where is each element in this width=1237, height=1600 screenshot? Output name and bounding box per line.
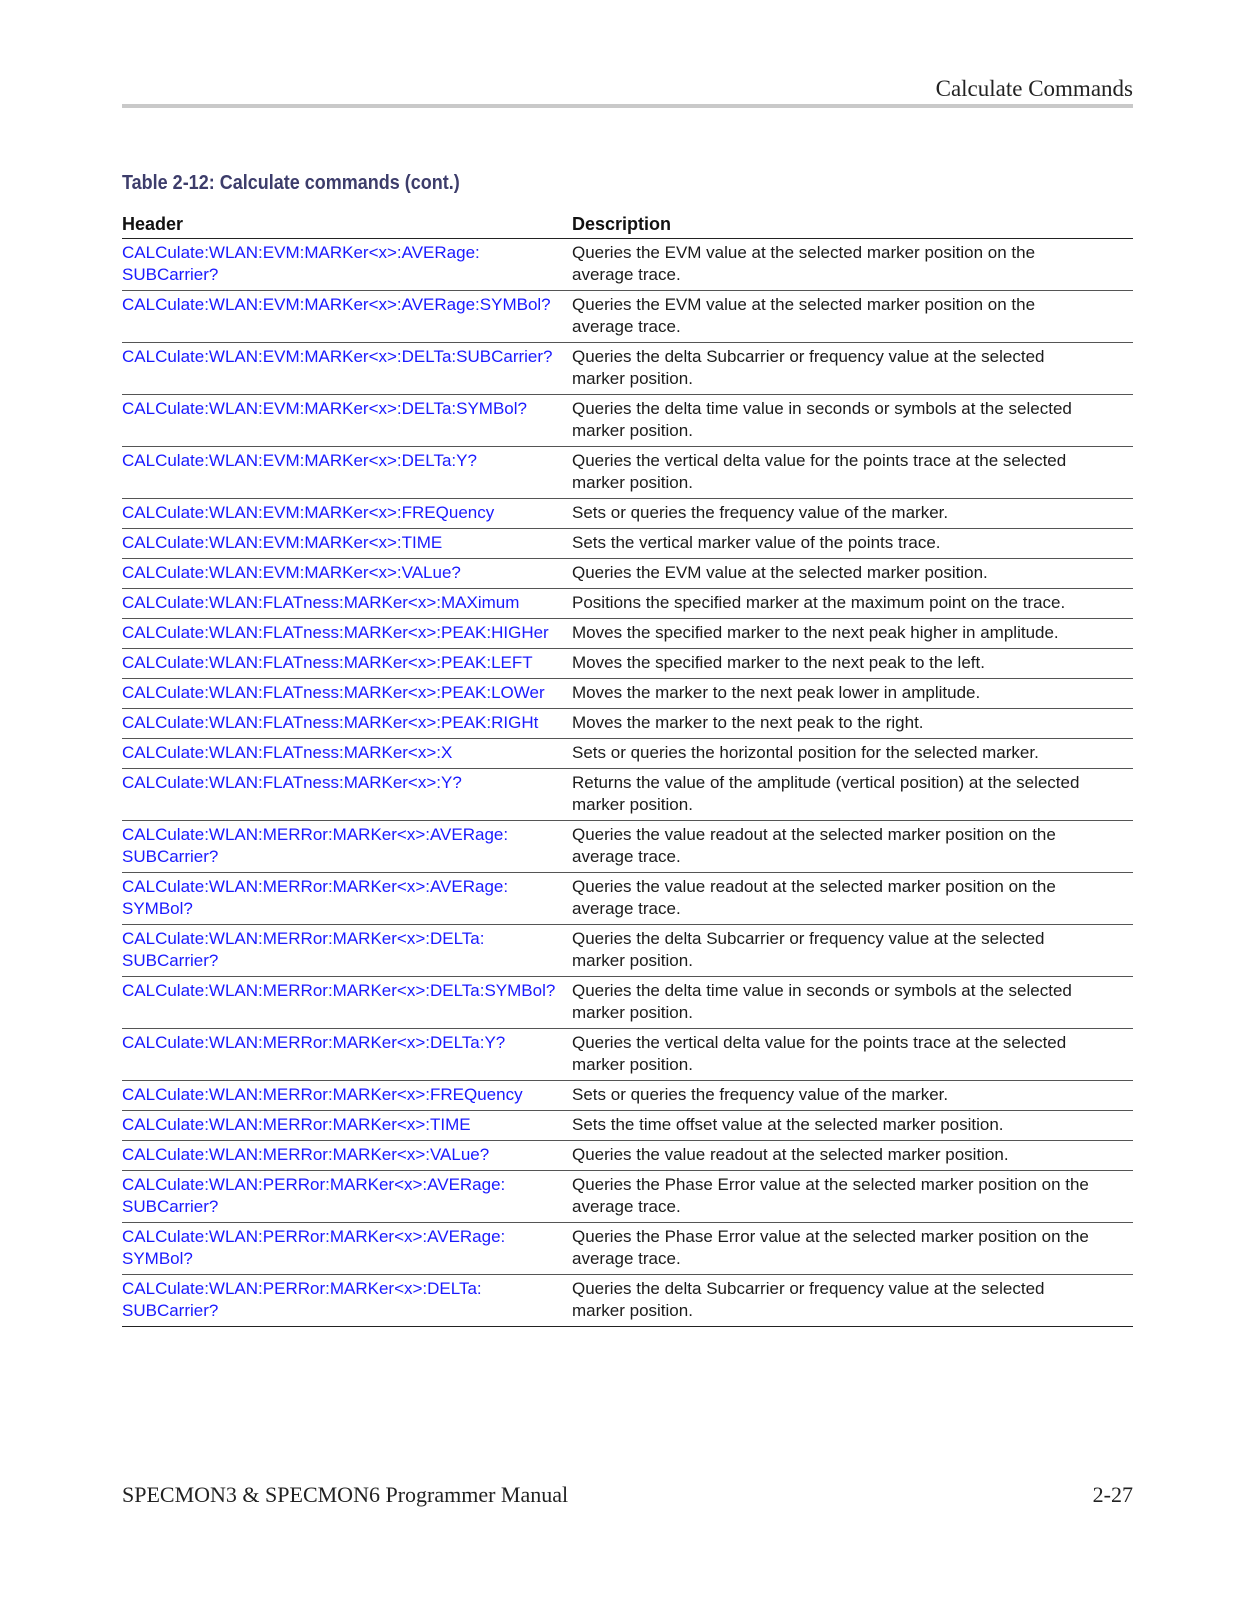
- table-row: [122, 709, 1133, 739]
- command-link[interactable]: CALCulate:WLAN:FLATness:MARKer<x>:MAXimum: [122, 593, 520, 612]
- description-cell: Queries the value readout at the selected marker position.: [572, 1141, 1133, 1171]
- command-cell: [122, 649, 572, 679]
- description-cell: Sets the vertical marker value of the points trace.: [572, 529, 1133, 559]
- column-header-description: Description: [572, 210, 1133, 239]
- command-cell: [122, 679, 572, 709]
- description-cell: Sets or queries the horizontal position for the selected marker.: [572, 739, 1133, 769]
- command-link[interactable]: CALCulate:WLAN:PERRor:MARKer<x>:DELTa: SUBCarrier?: [122, 1279, 482, 1320]
- command-cell: [122, 619, 572, 649]
- command-cell: [122, 529, 572, 559]
- command-cell: [122, 739, 572, 769]
- table-row: [122, 821, 1133, 873]
- commands-table: [122, 210, 1133, 1327]
- command-link[interactable]: CALCulate:WLAN:EVM:MARKer<x>:DELTa:SYMBol?: [122, 399, 527, 418]
- command-link[interactable]: CALCulate:WLAN:MERRor:MARKer<x>:AVERage: SUBCarrier?: [122, 825, 509, 866]
- table-header-row: [122, 210, 1133, 239]
- command-cell: [122, 447, 572, 499]
- description-cell: Queries the value readout at the selected marker position on the average trace.: [572, 821, 1133, 873]
- command-link[interactable]: CALCulate:WLAN:MERRor:MARKer<x>:DELTa:SYMBol?: [122, 981, 556, 1000]
- table-row: [122, 395, 1133, 447]
- command-cell: [122, 1029, 572, 1081]
- command-link[interactable]: CALCulate:WLAN:FLATness:MARKer<x>:PEAK:RIGHt: [122, 713, 539, 732]
- command-link[interactable]: CALCulate:WLAN:MERRor:MARKer<x>:AVERage: SYMBol?: [122, 877, 509, 918]
- table-row: [122, 499, 1133, 529]
- table-row: [122, 589, 1133, 619]
- description-cell: Moves the specified marker to the next peak to the left.: [572, 649, 1133, 679]
- table-row: [122, 1223, 1133, 1275]
- description-cell: Queries the EVM value at the selected marker position on the average trace.: [572, 239, 1133, 291]
- command-cell: [122, 499, 572, 529]
- command-link[interactable]: CALCulate:WLAN:MERRor:MARKer<x>:FREQuency: [122, 1085, 523, 1104]
- description-cell: Queries the delta Subcarrier or frequency value at the selected marker position.: [572, 925, 1133, 977]
- command-cell: [122, 1171, 572, 1223]
- table-row: [122, 739, 1133, 769]
- table-row: [122, 977, 1133, 1029]
- table-row: [122, 873, 1133, 925]
- command-cell: [122, 1223, 572, 1275]
- command-link[interactable]: CALCulate:WLAN:EVM:MARKer<x>:AVERage:SYMBol?: [122, 295, 551, 314]
- table-row: [122, 619, 1133, 649]
- description-cell: Queries the vertical delta value for the points trace at the selected marker position.: [572, 447, 1133, 499]
- command-link[interactable]: CALCulate:WLAN:PERRor:MARKer<x>:AVERage: SUBCarrier?: [122, 1175, 506, 1216]
- command-cell: [122, 395, 572, 447]
- command-cell: [122, 821, 572, 873]
- description-cell: Queries the vertical delta value for the points trace at the selected marker position.: [572, 1029, 1133, 1081]
- description-cell: Queries the Phase Error value at the selected marker position on the average trace.: [572, 1171, 1133, 1223]
- table-row: [122, 1171, 1133, 1223]
- description-cell: Queries the EVM value at the selected marker position on the average trace.: [572, 291, 1133, 343]
- table-title: Table 2-12: Calculate commands (cont.): [122, 172, 460, 194]
- command-link[interactable]: CALCulate:WLAN:FLATness:MARKer<x>:PEAK:HIGHer: [122, 623, 549, 642]
- description-cell: Queries the value readout at the selected marker position on the average trace.: [572, 873, 1133, 925]
- command-link[interactable]: CALCulate:WLAN:FLATness:MARKer<x>:PEAK:LOWer: [122, 683, 545, 702]
- description-cell: Queries the delta time value in seconds or symbols at the selected marker position.: [572, 395, 1133, 447]
- command-link[interactable]: CALCulate:WLAN:EVM:MARKer<x>:VALue?: [122, 563, 461, 582]
- description-cell: Returns the value of the amplitude (vertical position) at the selected marker position.: [572, 769, 1133, 821]
- table-row: [122, 1081, 1133, 1111]
- commands-table-container: [122, 210, 1133, 1327]
- description-cell: Queries the delta time value in seconds or symbols at the selected marker position.: [572, 977, 1133, 1029]
- command-cell: [122, 873, 572, 925]
- description-cell: Sets or queries the frequency value of the marker.: [572, 1081, 1133, 1111]
- command-cell: [122, 559, 572, 589]
- table-row: [122, 1029, 1133, 1081]
- table-row: [122, 529, 1133, 559]
- command-link[interactable]: CALCulate:WLAN:EVM:MARKer<x>:AVERage: SUBCarrier?: [122, 243, 480, 284]
- description-cell: Queries the delta Subcarrier or frequency value at the selected marker position.: [572, 343, 1133, 395]
- description-cell: Queries the EVM value at the selected marker position.: [572, 559, 1133, 589]
- command-link[interactable]: CALCulate:WLAN:FLATness:MARKer<x>:Y?: [122, 773, 462, 792]
- table-row: [122, 343, 1133, 395]
- command-link[interactable]: CALCulate:WLAN:EVM:MARKer<x>:FREQuency: [122, 503, 495, 522]
- description-cell: Queries the delta Subcarrier or frequency value at the selected marker position.: [572, 1275, 1133, 1327]
- command-link[interactable]: CALCulate:WLAN:FLATness:MARKer<x>:PEAK:LEFT: [122, 653, 533, 672]
- table-row: [122, 1141, 1133, 1171]
- description-cell: Sets or queries the frequency value of the marker.: [572, 499, 1133, 529]
- command-link[interactable]: CALCulate:WLAN:FLATness:MARKer<x>:X: [122, 743, 453, 762]
- command-link[interactable]: CALCulate:WLAN:MERRor:MARKer<x>:TIME: [122, 1115, 471, 1134]
- command-link[interactable]: CALCulate:WLAN:EVM:MARKer<x>:DELTa:SUBCarrier?: [122, 347, 553, 366]
- footer-manual-title: SPECMON3 & SPECMON6 Programmer Manual: [122, 1482, 569, 1507]
- command-link[interactable]: CALCulate:WLAN:EVM:MARKer<x>:DELTa:Y?: [122, 451, 477, 470]
- table-row: [122, 291, 1133, 343]
- table-row: [122, 447, 1133, 499]
- command-cell: [122, 977, 572, 1029]
- command-cell: [122, 769, 572, 821]
- command-link[interactable]: CALCulate:WLAN:EVM:MARKer<x>:TIME: [122, 533, 443, 552]
- table-row: [122, 1111, 1133, 1141]
- description-cell: Sets the time offset value at the selected marker position.: [572, 1111, 1133, 1141]
- table-body: [122, 239, 1133, 1327]
- command-cell: [122, 1275, 572, 1327]
- description-cell: Positions the specified marker at the maximum point on the trace.: [572, 589, 1133, 619]
- column-header-header: Header: [122, 210, 572, 239]
- command-cell: [122, 291, 572, 343]
- command-link[interactable]: CALCulate:WLAN:PERRor:MARKer<x>:AVERage: SYMBol?: [122, 1227, 506, 1268]
- description-cell: Moves the marker to the next peak lower in amplitude.: [572, 679, 1133, 709]
- command-cell: [122, 1111, 572, 1141]
- table-row: [122, 1275, 1133, 1327]
- table-row: [122, 925, 1133, 977]
- header-rule: [122, 104, 1133, 108]
- description-cell: Queries the Phase Error value at the selected marker position on the average trace.: [572, 1223, 1133, 1275]
- command-cell: [122, 925, 572, 977]
- command-cell: [122, 589, 572, 619]
- command-cell: [122, 709, 572, 739]
- description-cell: Moves the specified marker to the next peak higher in amplitude.: [572, 619, 1133, 649]
- command-cell: [122, 239, 572, 291]
- footer-page-number: 2-27: [1092, 1482, 1133, 1507]
- command-cell: [122, 1141, 572, 1171]
- table-row: [122, 679, 1133, 709]
- table-row: [122, 239, 1133, 291]
- table-row: [122, 559, 1133, 589]
- command-cell: [122, 1081, 572, 1111]
- command-link[interactable]: CALCulate:WLAN:MERRor:MARKer<x>:DELTa: SUBCarrier?: [122, 929, 485, 970]
- table-row: [122, 649, 1133, 679]
- command-cell: [122, 343, 572, 395]
- table-row: [122, 769, 1133, 821]
- command-link[interactable]: CALCulate:WLAN:MERRor:MARKer<x>:VALue?: [122, 1145, 490, 1164]
- description-cell: Moves the marker to the next peak to the right.: [572, 709, 1133, 739]
- running-head: Calculate Commands: [935, 76, 1133, 101]
- command-link[interactable]: CALCulate:WLAN:MERRor:MARKer<x>:DELTa:Y?: [122, 1033, 506, 1052]
